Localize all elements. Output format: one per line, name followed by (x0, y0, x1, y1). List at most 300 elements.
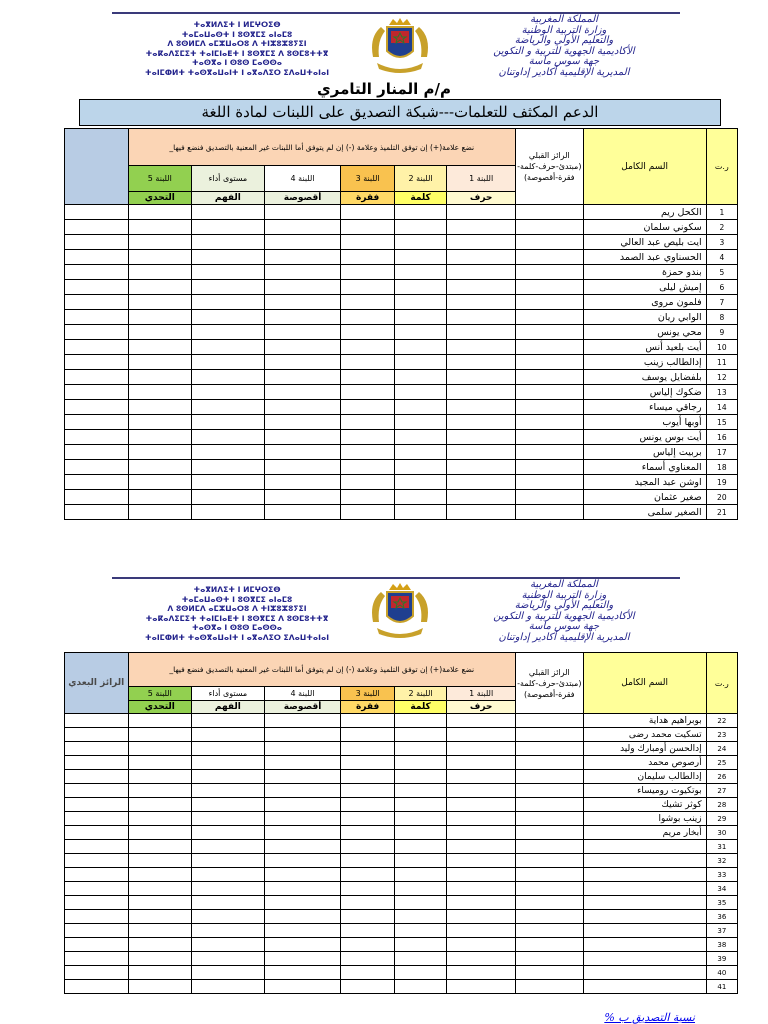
performance-cell[interactable] (192, 385, 265, 400)
level-3-cell[interactable] (341, 205, 394, 220)
pretest-cell[interactable] (515, 370, 583, 385)
performance-cell[interactable] (192, 400, 265, 415)
performance-cell[interactable] (192, 952, 265, 966)
performance-cell[interactable] (192, 295, 265, 310)
level-5-cell[interactable] (128, 430, 192, 445)
level-1-cell[interactable] (447, 966, 516, 980)
level-2-cell[interactable] (394, 868, 446, 882)
posttest-cell[interactable] (65, 295, 129, 310)
pretest-cell[interactable] (515, 798, 583, 812)
posttest-cell[interactable] (65, 220, 129, 235)
level-1-cell[interactable] (447, 400, 516, 415)
performance-cell[interactable] (192, 205, 265, 220)
pretest-cell[interactable] (515, 295, 583, 310)
posttest-cell[interactable] (65, 728, 129, 742)
level-2-cell[interactable] (394, 490, 446, 505)
pretest-cell[interactable] (515, 770, 583, 784)
performance-cell[interactable] (192, 490, 265, 505)
posttest-cell[interactable] (65, 868, 129, 882)
level-2-cell[interactable] (394, 385, 446, 400)
performance-cell[interactable] (192, 770, 265, 784)
level-4-cell[interactable] (264, 370, 341, 385)
level-3-cell[interactable] (341, 770, 394, 784)
performance-cell[interactable] (192, 325, 265, 340)
level-1-cell[interactable] (447, 295, 516, 310)
performance-cell[interactable] (192, 756, 265, 770)
performance-cell[interactable] (192, 742, 265, 756)
level-5-cell[interactable] (128, 798, 192, 812)
level-3-cell[interactable] (341, 756, 394, 770)
pretest-cell[interactable] (515, 728, 583, 742)
level-1-cell[interactable] (447, 475, 516, 490)
level-1-cell[interactable] (447, 385, 516, 400)
level-5-cell[interactable] (128, 340, 192, 355)
pretest-cell[interactable] (515, 355, 583, 370)
level-2-cell[interactable] (394, 840, 446, 854)
level-3-cell[interactable] (341, 714, 394, 728)
level-1-cell[interactable] (447, 952, 516, 966)
level-4-cell[interactable] (264, 400, 341, 415)
level-3-cell[interactable] (341, 910, 394, 924)
performance-cell[interactable] (192, 355, 265, 370)
posttest-cell[interactable] (65, 205, 129, 220)
level-2-cell[interactable] (394, 770, 446, 784)
level-3-cell[interactable] (341, 385, 394, 400)
posttest-cell[interactable] (65, 854, 129, 868)
posttest-cell[interactable] (65, 490, 129, 505)
posttest-cell[interactable] (65, 235, 129, 250)
level-1-cell[interactable] (447, 840, 516, 854)
level-2-cell[interactable] (394, 910, 446, 924)
level-1-cell[interactable] (447, 728, 516, 742)
pretest-cell[interactable] (515, 400, 583, 415)
level-1-cell[interactable] (447, 460, 516, 475)
level-1-cell[interactable] (447, 205, 516, 220)
pretest-cell[interactable] (515, 415, 583, 430)
performance-cell[interactable] (192, 882, 265, 896)
level-3-cell[interactable] (341, 854, 394, 868)
pretest-cell[interactable] (515, 896, 583, 910)
level-5-cell[interactable] (128, 784, 192, 798)
level-2-cell[interactable] (394, 325, 446, 340)
level-4-cell[interactable] (264, 310, 341, 325)
pretest-cell[interactable] (515, 220, 583, 235)
posttest-cell[interactable] (65, 265, 129, 280)
performance-cell[interactable] (192, 896, 265, 910)
level-2-cell[interactable] (394, 355, 446, 370)
level-3-cell[interactable] (341, 355, 394, 370)
level-5-cell[interactable] (128, 310, 192, 325)
pretest-cell[interactable] (515, 310, 583, 325)
level-3-cell[interactable] (341, 310, 394, 325)
level-4-cell[interactable] (264, 812, 341, 826)
pretest-cell[interactable] (515, 910, 583, 924)
level-5-cell[interactable] (128, 770, 192, 784)
posttest-cell[interactable] (65, 784, 129, 798)
posttest-cell[interactable] (65, 280, 129, 295)
level-5-cell[interactable] (128, 756, 192, 770)
level-3-cell[interactable] (341, 812, 394, 826)
level-1-cell[interactable] (447, 370, 516, 385)
level-2-cell[interactable] (394, 370, 446, 385)
level-4-cell[interactable] (264, 220, 341, 235)
level-5-cell[interactable] (128, 812, 192, 826)
performance-cell[interactable] (192, 445, 265, 460)
level-3-cell[interactable] (341, 868, 394, 882)
posttest-cell[interactable] (65, 250, 129, 265)
pretest-cell[interactable] (515, 952, 583, 966)
pretest-cell[interactable] (515, 385, 583, 400)
level-1-cell[interactable] (447, 445, 516, 460)
posttest-cell[interactable] (65, 460, 129, 475)
performance-cell[interactable] (192, 938, 265, 952)
performance-cell[interactable] (192, 505, 265, 520)
performance-cell[interactable] (192, 826, 265, 840)
level-4-cell[interactable] (264, 742, 341, 756)
posttest-cell[interactable] (65, 812, 129, 826)
level-4-cell[interactable] (264, 728, 341, 742)
level-2-cell[interactable] (394, 475, 446, 490)
pretest-cell[interactable] (515, 882, 583, 896)
level-2-cell[interactable] (394, 205, 446, 220)
pretest-cell[interactable] (515, 756, 583, 770)
pretest-cell[interactable] (515, 784, 583, 798)
posttest-cell[interactable] (65, 370, 129, 385)
pretest-cell[interactable] (515, 826, 583, 840)
level-3-cell[interactable] (341, 460, 394, 475)
level-2-cell[interactable] (394, 430, 446, 445)
validation-percentage-link[interactable]: نسبة التصديق ب % (604, 1011, 695, 1024)
posttest-cell[interactable] (65, 924, 129, 938)
level-1-cell[interactable] (447, 770, 516, 784)
performance-cell[interactable] (192, 728, 265, 742)
posttest-cell[interactable] (65, 980, 129, 994)
level-5-cell[interactable] (128, 826, 192, 840)
pretest-cell[interactable] (515, 924, 583, 938)
level-4-cell[interactable] (264, 980, 341, 994)
level-3-cell[interactable] (341, 728, 394, 742)
level-1-cell[interactable] (447, 924, 516, 938)
level-1-cell[interactable] (447, 310, 516, 325)
level-3-cell[interactable] (341, 980, 394, 994)
posttest-cell[interactable] (65, 714, 129, 728)
level-1-cell[interactable] (447, 714, 516, 728)
posttest-cell[interactable] (65, 742, 129, 756)
level-4-cell[interactable] (264, 952, 341, 966)
performance-cell[interactable] (192, 980, 265, 994)
level-2-cell[interactable] (394, 714, 446, 728)
posttest-cell[interactable] (65, 310, 129, 325)
level-5-cell[interactable] (128, 882, 192, 896)
level-2-cell[interactable] (394, 250, 446, 265)
performance-cell[interactable] (192, 854, 265, 868)
performance-cell[interactable] (192, 784, 265, 798)
level-3-cell[interactable] (341, 295, 394, 310)
performance-cell[interactable] (192, 415, 265, 430)
level-4-cell[interactable] (264, 924, 341, 938)
pretest-cell[interactable] (515, 938, 583, 952)
level-4-cell[interactable] (264, 784, 341, 798)
pretest-cell[interactable] (515, 460, 583, 475)
level-4-cell[interactable] (264, 910, 341, 924)
level-4-cell[interactable] (264, 826, 341, 840)
posttest-cell[interactable] (65, 400, 129, 415)
level-2-cell[interactable] (394, 798, 446, 812)
level-4-cell[interactable] (264, 505, 341, 520)
level-5-cell[interactable] (128, 966, 192, 980)
level-3-cell[interactable] (341, 896, 394, 910)
level-1-cell[interactable] (447, 882, 516, 896)
level-4-cell[interactable] (264, 714, 341, 728)
level-2-cell[interactable] (394, 445, 446, 460)
pretest-cell[interactable] (515, 325, 583, 340)
posttest-cell[interactable] (65, 966, 129, 980)
level-5-cell[interactable] (128, 505, 192, 520)
level-4-cell[interactable] (264, 756, 341, 770)
pretest-cell[interactable] (515, 205, 583, 220)
level-2-cell[interactable] (394, 952, 446, 966)
level-3-cell[interactable] (341, 220, 394, 235)
level-2-cell[interactable] (394, 896, 446, 910)
level-4-cell[interactable] (264, 475, 341, 490)
pretest-cell[interactable] (515, 280, 583, 295)
level-2-cell[interactable] (394, 924, 446, 938)
level-5-cell[interactable] (128, 854, 192, 868)
level-2-cell[interactable] (394, 460, 446, 475)
level-3-cell[interactable] (341, 938, 394, 952)
level-3-cell[interactable] (341, 370, 394, 385)
pretest-cell[interactable] (515, 490, 583, 505)
level-4-cell[interactable] (264, 250, 341, 265)
level-1-cell[interactable] (447, 896, 516, 910)
pretest-cell[interactable] (515, 340, 583, 355)
level-3-cell[interactable] (341, 882, 394, 896)
level-2-cell[interactable] (394, 220, 446, 235)
posttest-cell[interactable] (65, 505, 129, 520)
pretest-cell[interactable] (515, 475, 583, 490)
pretest-cell[interactable] (515, 980, 583, 994)
level-5-cell[interactable] (128, 250, 192, 265)
performance-cell[interactable] (192, 714, 265, 728)
level-4-cell[interactable] (264, 340, 341, 355)
level-1-cell[interactable] (447, 430, 516, 445)
level-3-cell[interactable] (341, 505, 394, 520)
level-2-cell[interactable] (394, 280, 446, 295)
level-5-cell[interactable] (128, 265, 192, 280)
pretest-cell[interactable] (515, 812, 583, 826)
level-1-cell[interactable] (447, 220, 516, 235)
level-3-cell[interactable] (341, 966, 394, 980)
performance-cell[interactable] (192, 460, 265, 475)
level-3-cell[interactable] (341, 952, 394, 966)
level-4-cell[interactable] (264, 445, 341, 460)
level-2-cell[interactable] (394, 812, 446, 826)
level-4-cell[interactable] (264, 355, 341, 370)
performance-cell[interactable] (192, 370, 265, 385)
level-1-cell[interactable] (447, 784, 516, 798)
level-2-cell[interactable] (394, 980, 446, 994)
posttest-cell[interactable] (65, 770, 129, 784)
level-5-cell[interactable] (128, 742, 192, 756)
performance-cell[interactable] (192, 265, 265, 280)
posttest-cell[interactable] (65, 826, 129, 840)
posttest-cell[interactable] (65, 798, 129, 812)
level-1-cell[interactable] (447, 938, 516, 952)
level-4-cell[interactable] (264, 325, 341, 340)
level-5-cell[interactable] (128, 952, 192, 966)
level-1-cell[interactable] (447, 980, 516, 994)
pretest-cell[interactable] (515, 742, 583, 756)
level-3-cell[interactable] (341, 400, 394, 415)
level-5-cell[interactable] (128, 415, 192, 430)
level-4-cell[interactable] (264, 896, 341, 910)
posttest-cell[interactable] (65, 952, 129, 966)
pretest-cell[interactable] (515, 714, 583, 728)
pretest-cell[interactable] (515, 966, 583, 980)
level-3-cell[interactable] (341, 235, 394, 250)
level-4-cell[interactable] (264, 490, 341, 505)
level-1-cell[interactable] (447, 490, 516, 505)
level-2-cell[interactable] (394, 784, 446, 798)
posttest-cell[interactable] (65, 910, 129, 924)
pretest-cell[interactable] (515, 250, 583, 265)
level-4-cell[interactable] (264, 868, 341, 882)
level-2-cell[interactable] (394, 340, 446, 355)
level-1-cell[interactable] (447, 355, 516, 370)
level-5-cell[interactable] (128, 445, 192, 460)
level-4-cell[interactable] (264, 882, 341, 896)
level-1-cell[interactable] (447, 756, 516, 770)
level-4-cell[interactable] (264, 265, 341, 280)
performance-cell[interactable] (192, 840, 265, 854)
level-5-cell[interactable] (128, 460, 192, 475)
level-4-cell[interactable] (264, 415, 341, 430)
level-1-cell[interactable] (447, 798, 516, 812)
level-4-cell[interactable] (264, 205, 341, 220)
level-3-cell[interactable] (341, 430, 394, 445)
level-1-cell[interactable] (447, 280, 516, 295)
level-4-cell[interactable] (264, 938, 341, 952)
level-5-cell[interactable] (128, 728, 192, 742)
performance-cell[interactable] (192, 250, 265, 265)
level-2-cell[interactable] (394, 295, 446, 310)
level-4-cell[interactable] (264, 966, 341, 980)
posttest-cell[interactable] (65, 385, 129, 400)
performance-cell[interactable] (192, 220, 265, 235)
level-1-cell[interactable] (447, 505, 516, 520)
level-2-cell[interactable] (394, 938, 446, 952)
pretest-cell[interactable] (515, 505, 583, 520)
posttest-cell[interactable] (65, 475, 129, 490)
level-3-cell[interactable] (341, 445, 394, 460)
performance-cell[interactable] (192, 812, 265, 826)
level-5-cell[interactable] (128, 370, 192, 385)
level-1-cell[interactable] (447, 235, 516, 250)
level-3-cell[interactable] (341, 840, 394, 854)
level-2-cell[interactable] (394, 742, 446, 756)
posttest-cell[interactable] (65, 430, 129, 445)
pretest-cell[interactable] (515, 868, 583, 882)
level-4-cell[interactable] (264, 840, 341, 854)
level-5-cell[interactable] (128, 896, 192, 910)
pretest-cell[interactable] (515, 235, 583, 250)
level-4-cell[interactable] (264, 280, 341, 295)
level-5-cell[interactable] (128, 205, 192, 220)
level-5-cell[interactable] (128, 490, 192, 505)
level-3-cell[interactable] (341, 490, 394, 505)
level-2-cell[interactable] (394, 756, 446, 770)
level-4-cell[interactable] (264, 460, 341, 475)
performance-cell[interactable] (192, 280, 265, 295)
level-3-cell[interactable] (341, 798, 394, 812)
level-1-cell[interactable] (447, 340, 516, 355)
pretest-cell[interactable] (515, 854, 583, 868)
level-5-cell[interactable] (128, 235, 192, 250)
posttest-cell[interactable] (65, 882, 129, 896)
level-4-cell[interactable] (264, 854, 341, 868)
posttest-cell[interactable] (65, 445, 129, 460)
level-5-cell[interactable] (128, 280, 192, 295)
level-1-cell[interactable] (447, 250, 516, 265)
level-4-cell[interactable] (264, 798, 341, 812)
level-2-cell[interactable] (394, 415, 446, 430)
performance-cell[interactable] (192, 475, 265, 490)
performance-cell[interactable] (192, 235, 265, 250)
level-5-cell[interactable] (128, 868, 192, 882)
level-3-cell[interactable] (341, 826, 394, 840)
level-2-cell[interactable] (394, 505, 446, 520)
level-2-cell[interactable] (394, 235, 446, 250)
level-1-cell[interactable] (447, 868, 516, 882)
level-3-cell[interactable] (341, 340, 394, 355)
level-2-cell[interactable] (394, 728, 446, 742)
level-2-cell[interactable] (394, 826, 446, 840)
performance-cell[interactable] (192, 966, 265, 980)
performance-cell[interactable] (192, 340, 265, 355)
level-3-cell[interactable] (341, 924, 394, 938)
level-5-cell[interactable] (128, 980, 192, 994)
posttest-cell[interactable] (65, 340, 129, 355)
level-5-cell[interactable] (128, 385, 192, 400)
level-5-cell[interactable] (128, 220, 192, 235)
level-3-cell[interactable] (341, 265, 394, 280)
level-5-cell[interactable] (128, 840, 192, 854)
level-1-cell[interactable] (447, 854, 516, 868)
posttest-cell[interactable] (65, 415, 129, 430)
pretest-cell[interactable] (515, 840, 583, 854)
level-4-cell[interactable] (264, 235, 341, 250)
level-1-cell[interactable] (447, 325, 516, 340)
posttest-cell[interactable] (65, 355, 129, 370)
pretest-cell[interactable] (515, 265, 583, 280)
posttest-cell[interactable] (65, 325, 129, 340)
posttest-cell[interactable] (65, 840, 129, 854)
level-4-cell[interactable] (264, 770, 341, 784)
level-4-cell[interactable] (264, 430, 341, 445)
level-4-cell[interactable] (264, 385, 341, 400)
pretest-cell[interactable] (515, 445, 583, 460)
performance-cell[interactable] (192, 868, 265, 882)
posttest-cell[interactable] (65, 938, 129, 952)
level-3-cell[interactable] (341, 742, 394, 756)
level-2-cell[interactable] (394, 400, 446, 415)
level-1-cell[interactable] (447, 742, 516, 756)
level-3-cell[interactable] (341, 325, 394, 340)
level-5-cell[interactable] (128, 325, 192, 340)
performance-cell[interactable] (192, 430, 265, 445)
level-5-cell[interactable] (128, 924, 192, 938)
pretest-cell[interactable] (515, 430, 583, 445)
